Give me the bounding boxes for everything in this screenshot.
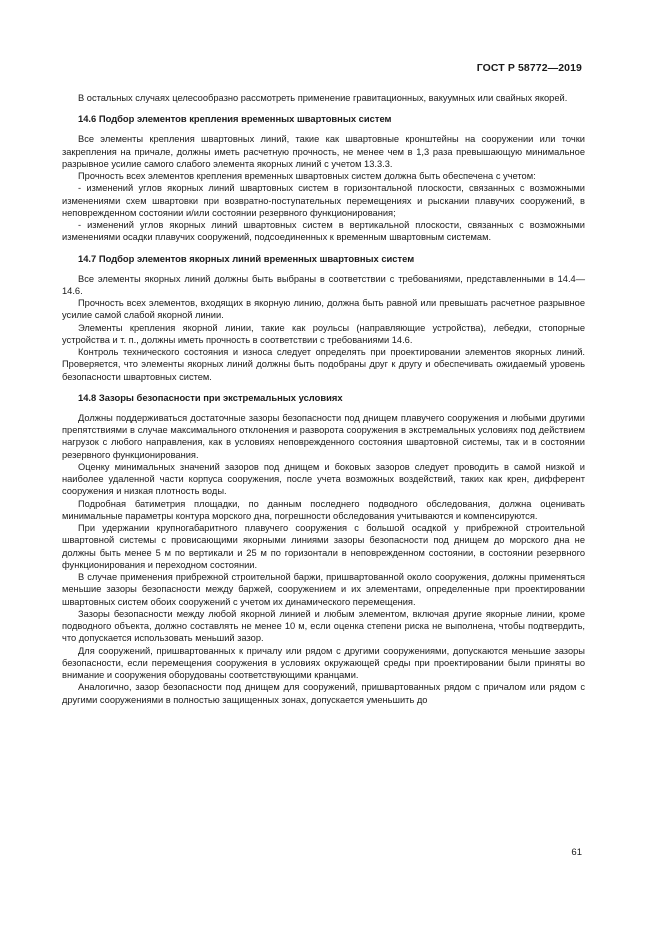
paragraph: Все элементы якорных линий должны быть выбраны в соответствии с требованиями, представленными в 14.4—14.6. [62, 273, 585, 296]
document-id: ГОСТ Р 58772—2019 [476, 62, 582, 74]
paragraph: Оценку минимальных значений зазоров под днищем и боковых зазоров следует проводить в самой низкой и наиболее удаленной части корпуса сооружения, после учета возможных воздействий, таких как крен, дифферент сооружения и низкая плотность воды. [62, 461, 585, 497]
page-number: 61 [571, 847, 582, 858]
paragraph: Зазоры безопасности между любой якорной линией и любым элементом, включая другие якорные линии, кроме подводного объекта, должно составлять не менее 10 м, если оценка степени риска не выполнена, чтобы подтвердить, что допускается использовать меньший зазор. [62, 608, 585, 644]
paragraph: Элементы крепления якорной линии, такие как роульсы (направляющие устройства), лебедки, стопорные устройства и т. п., должны иметь прочность в соответствии с требованиями 14.6. [62, 322, 585, 345]
paragraph: Контроль технического состояния и износа следует определять при проектировании элементов якорных линий. Проверяется, что элементы якорных линий должны быть подобраны друг к другу и обеспечивать ожидаемый уровень безопасности швартовных систем. [62, 347, 585, 382]
paragraph: Прочность всех элементов крепления временных швартовных систем должна быть обеспечена с учетом: [78, 171, 536, 181]
paragraph: Аналогично, зазор безопасности под днищем для сооружений, пришвартованных рядом с причалом или рядом с другими сооружениями в полностью защищенных зонах, допускается уменьшить до [62, 682, 585, 705]
paragraph: Подробная батиметрия площадки, по данным последнего подводного обследования, должна оценивать минимальные параметры контура морского дна, погрешности обследования учитываются и компенсируются. [62, 498, 585, 521]
paragraph: Для сооружений, пришвартованных к причалу или рядом с другими сооружениями, допускаются меньшие зазоры безопасности, если перемещения сооружения в условиях окружающей среды при проектировании были приняты во внимание и сооружения оборудованы соответствующими кранцами. [62, 645, 585, 680]
paragraph: В случае применения прибрежной строительной баржи, пришвартованной около сооружения, должны применяться меньшие зазоры безопасности между баржей, сооружением и их элементами, определенные при проектировании швартовных систем обоих сооружений с учетом их динамического перемещения. [62, 572, 585, 607]
paragraph: Все элементы крепления швартовных линий, такие как швартовные кронштейны на сооружении или точки закрепления на причале, должны иметь расчетную прочность, не менее чем в 1,3 раза превышающую минимальное разрывное усилие самого слабого элемента якорных линий с учетом 13.3.3. [62, 134, 585, 169]
paragraph: - изменений углов якорных линий швартовных систем в горизонтальной плоскости, связанных с возможными изменениями схем швартовки при возвратно-поступательных перемещениях и рыскании плавучих сооружений, в неповрежденном состоянии и/или состоянии резервного функционирования; [62, 183, 585, 218]
section-heading: 14.8 Зазоры безопасности при экстремальных условиях [78, 391, 343, 403]
paragraph: При удержании крупногабаритного плавучего сооружения с большой осадкой у прибрежной строительной швартовной системы с провисающими якорными линиями зазоры безопасности под днищем до морского дна не должны быть менее 5 м по вертикали и 25 м по горизонтали в неповрежденном состоянии, в состоянии резервного функционирования и переходном состоянии. [62, 523, 585, 570]
paragraph: - изменений углов якорных линий швартовных систем в вертикальной плоскости, связанных с возможными изменениями осадки плавучих сооружений, подсоединенных к временным швартовным системам. [62, 220, 585, 243]
section-heading: 14.7 Подбор элементов якорных линий временных швартовных систем [78, 252, 415, 264]
section-heading: 14.6 Подбор элементов крепления временных швартовных систем [78, 113, 392, 125]
paragraph: В остальных случаях целесообразно рассмотреть применение гравитационных, вакуумных или свайных якорей. [78, 93, 568, 103]
paragraph: Должны поддерживаться достаточные зазоры безопасности под днищем плавучего сооружения и любыми другими препятствиями в случае максимального отклонения и разворота сооружения в экстремальных условиях под действием нагрузок с любого направления, как в условиях неповрежденного состояния швартовной системы, так и в состоянии резервного функционирования. [62, 412, 585, 460]
document-body [62, 92, 585, 706]
paragraph: Прочность всех элементов, входящих в якорную линию, должна быть равной или превышать расчетное разрывное усилие самой слабой якорной линии. [62, 298, 585, 321]
